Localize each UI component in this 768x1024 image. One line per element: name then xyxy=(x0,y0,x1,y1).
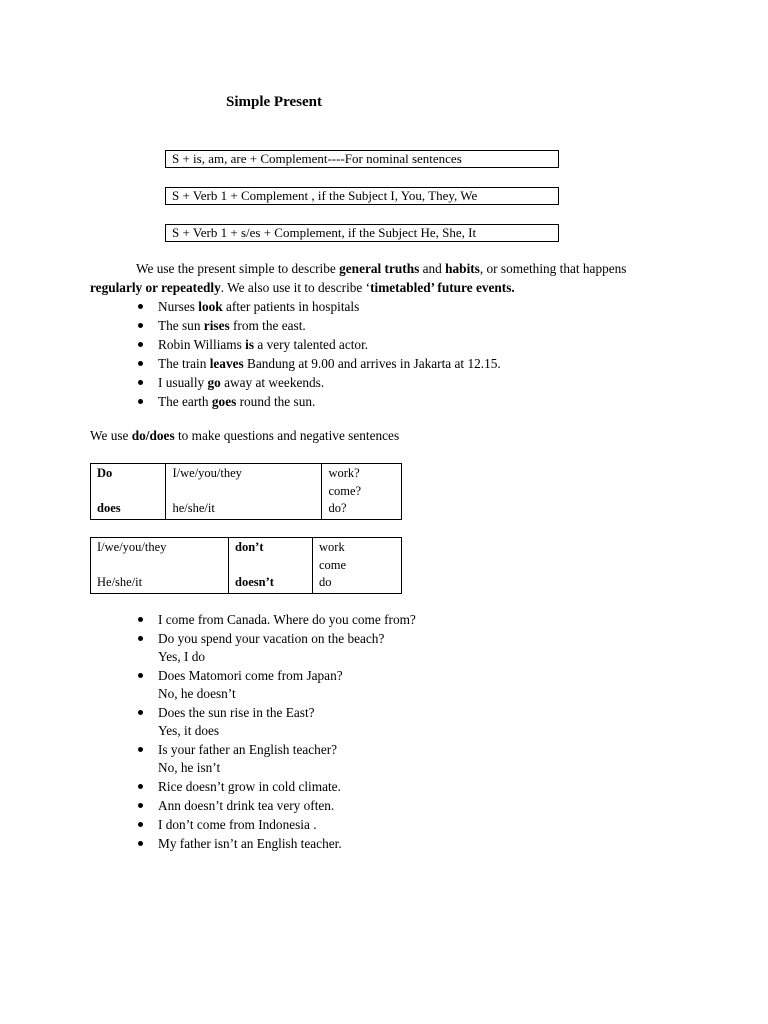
page-title: Simple Present xyxy=(226,94,322,110)
list-item: Do you spend your vacation on the beach? Yes, I do xyxy=(158,629,416,666)
dodoes-line: We use do/does to make questions and negative sentences xyxy=(90,428,400,443)
list-item: Does Matomori come from Japan? No, he doesn’t xyxy=(158,666,416,703)
list-item: I come from Canada. Where do you come from? xyxy=(158,612,416,627)
intro-bold: regularly or repeatedly xyxy=(90,279,221,295)
intro-text: . We also use it to describe ‘ xyxy=(220,279,371,295)
list-item: The train leaves Bandung at 9.00 and arrives in Jakarta at 12.15. xyxy=(158,356,501,371)
answer-text: No, he doesn’t xyxy=(158,686,236,701)
intro-paragraph xyxy=(90,260,650,297)
list-item: The sun rises from the east. xyxy=(158,316,501,335)
list-item: Is your father an English teacher? No, he isn’t xyxy=(158,740,416,777)
table-cell: I/we/you/they he/she/it xyxy=(166,464,322,520)
list-item: Rice doesn’t grow in cold climate. xyxy=(158,777,416,796)
intro-bold: habits xyxy=(445,261,480,276)
intro-bold: timetabled’ future events. xyxy=(370,279,515,295)
aux-dont: don’t xyxy=(235,540,264,554)
intro-text: and xyxy=(419,261,446,276)
aux-do: Do xyxy=(97,466,113,480)
examples-list xyxy=(158,297,501,411)
aux-does: does xyxy=(97,501,121,515)
qa-list xyxy=(158,610,416,853)
answer-text: No, he isn’t xyxy=(158,760,221,775)
aux-doesnt: doesn’t xyxy=(235,575,274,589)
list-item: Robin Williams is a very talented actor. xyxy=(158,335,501,354)
answer-text: Yes, it does xyxy=(158,723,220,738)
intro-text: We use the present simple to describe xyxy=(136,261,340,276)
question-table xyxy=(90,463,402,520)
intro-text: , or something that happens xyxy=(479,261,627,276)
list-item: The earth goes round the sun. xyxy=(158,392,501,411)
list-item: I usually go away at weekends. xyxy=(158,373,501,392)
formula-verb-singular: S + Verb 1 + s/es + Complement, if the Subject He, She, It xyxy=(165,224,559,242)
table-cell xyxy=(91,464,166,520)
negative-table xyxy=(90,537,402,594)
formula-verb-plural: S + Verb 1 + Complement , if the Subject I, You, They, We xyxy=(165,187,559,205)
answer-text: Yes, I do xyxy=(158,649,206,664)
intro-bold: general truths xyxy=(339,261,420,276)
list-item: Does the sun rise in the East? Yes, it does xyxy=(158,703,416,740)
list-item: Nurses look after patients in hospitals xyxy=(158,297,501,316)
table-cell: I/we/you/they He/she/it xyxy=(91,538,229,594)
list-item: Ann doesn’t drink tea very often. xyxy=(158,796,416,815)
table-cell: work come do xyxy=(313,538,402,594)
list-item: My father isn’t an English teacher. xyxy=(158,834,416,853)
list-item: I don’t come from Indonesia . xyxy=(158,815,416,834)
table-cell: work? come? do? xyxy=(322,464,402,520)
table-cell xyxy=(229,538,313,594)
formula-nominal: S + is, am, are + Complement----For nominal sentences xyxy=(165,150,559,168)
